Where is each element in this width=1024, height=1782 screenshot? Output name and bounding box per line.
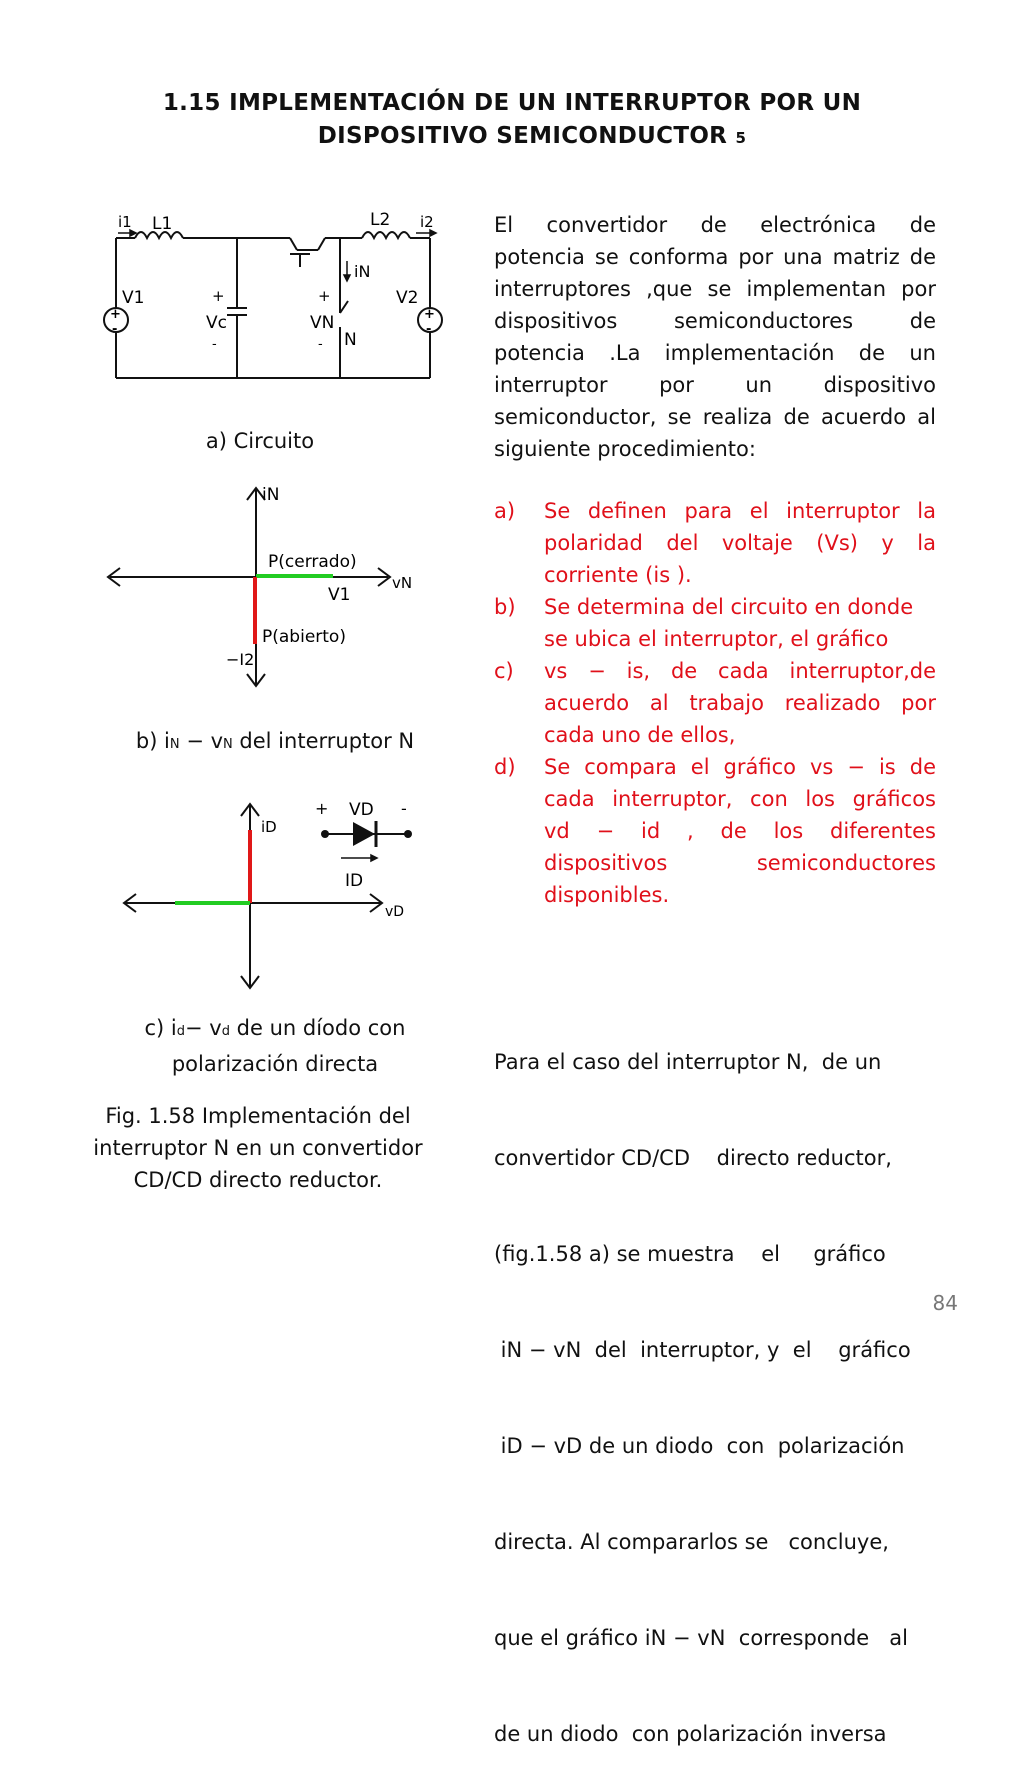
page-number: 84 <box>932 1291 958 1315</box>
label-vd: VD <box>349 800 374 820</box>
label-in: iN <box>354 262 371 281</box>
section-title <box>0 90 1024 116</box>
list-item-b: b) Se determina del circuito en donde se ubica el interruptor, el gráfico <box>494 595 914 651</box>
svg-text:-: - <box>401 800 407 818</box>
caption-c: c) id− vd de un díodo con polarización directa <box>144 1016 406 1076</box>
caption-a: a) Circuito <box>205 429 315 453</box>
label-vn: VN <box>310 313 335 333</box>
label-v2: V2 <box>396 288 419 308</box>
list-item-a: a) Se definen para el interruptor la polaridad del voltaje (Vs) y la corriente (is ). <box>494 499 936 587</box>
svg-text:-: - <box>112 322 118 337</box>
svg-text:-: - <box>318 337 323 352</box>
label-id: ID <box>345 871 364 891</box>
svg-text:+: + <box>315 800 329 818</box>
label-p-cerrado: P(cerrado) <box>268 552 357 572</box>
title-line2: DISPOSITIVO SEMICONDUCTOR <box>317 123 728 149</box>
label-l1: L1 <box>152 214 173 234</box>
svg-text:+: + <box>424 307 435 322</box>
title-line1: 1.15 IMPLEMENTACIÓN DE UN INTERRUPTOR POR UN <box>162 90 862 116</box>
label-i1: i1 <box>118 213 132 231</box>
list-item-c: c) vs − is, de cada interruptor,de acuerdo al trabajo realizado por cada uno de ellos, <box>494 659 936 747</box>
inductor-l2 <box>362 232 410 238</box>
label-l2: L2 <box>370 210 391 230</box>
axis-label-vd: vD <box>385 904 405 920</box>
svg-text:+: + <box>212 287 225 305</box>
svg-text:+: + <box>110 307 121 322</box>
graph-in-vn <box>100 480 420 690</box>
section-title-line2 <box>0 123 1024 149</box>
figure-caption: Fig. 1.58 Implementación del interruptor N en un convertidor CD/CD directo reductor. <box>93 1104 423 1192</box>
label-neg-i2: −I2 <box>226 650 255 669</box>
label-n: N <box>344 330 357 350</box>
axis-label-id: iD <box>261 818 277 836</box>
axis-label-in: iN <box>262 485 280 505</box>
label-v1: V1 <box>328 585 351 605</box>
caption-b: b) iN − vN del interruptor N <box>135 729 415 753</box>
label-i2: i2 <box>420 213 434 231</box>
conclusion-paragraph: Para el caso del interruptor N, de un convertidor CD/CD directo reductor, (fig.1.58 a) se muestra el gráfico iN − vN del interruptor, y el gráfico iD − vD de un diodo con polarización directa. Al compararlos se concluye, que el gráfico iN − vN corresponde al de un diodo con polarización inversa <box>494 1050 911 1746</box>
procedure-list <box>494 495 936 911</box>
svg-text:-: - <box>426 322 432 337</box>
circuit-diagram <box>100 205 460 390</box>
label-v1: V1 <box>122 288 145 308</box>
title-reference: 5 <box>735 129 747 147</box>
label-p-abierto: P(abierto) <box>262 627 346 647</box>
diode-symbol <box>321 821 412 847</box>
svg-text:+: + <box>318 287 331 305</box>
list-item-d: d) Se compara el gráfico vs − is de cada interruptor, con los gráficos vd − id , de los diferentes dispositivos semiconductores disponibles. <box>494 755 936 907</box>
graph-id-vd <box>115 800 435 995</box>
svg-text:-: - <box>212 337 217 352</box>
intro-paragraph: El convertidor de electrónica de potencia se conforma por una matriz de interruptores ,que se implementan por dispositivos semiconductores de potencia .La implementación de un interruptor por un dispositivo semiconductor, se realiza de acuerdo al siguiente procedimiento: <box>494 213 936 461</box>
label-vc: Vc <box>206 313 227 333</box>
axis-label-vn: vN <box>392 574 413 592</box>
